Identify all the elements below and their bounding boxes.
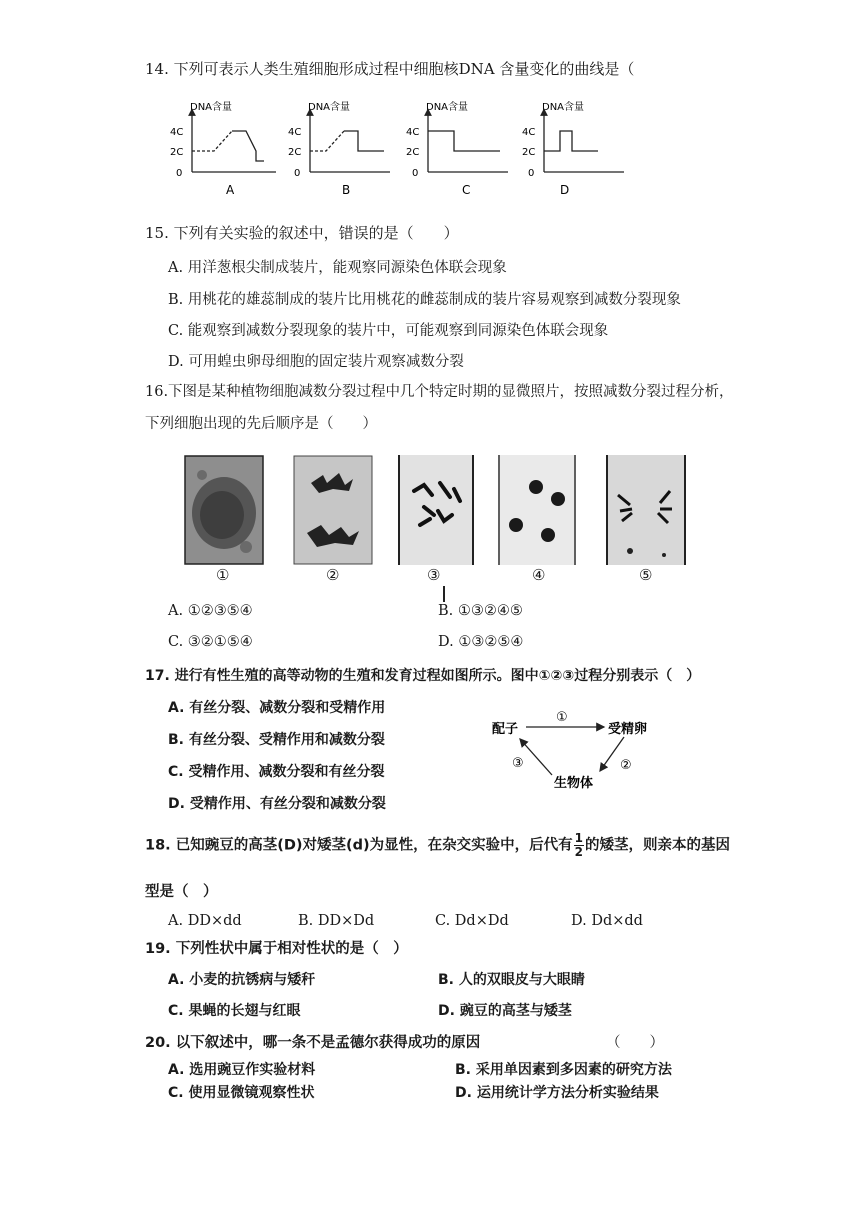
tick-0: 0	[412, 168, 419, 179]
q16-option-d: D. ①③②⑤④	[438, 634, 524, 650]
arrow-1-label: ①	[556, 710, 568, 725]
q18-option-b: B. DD×Dd	[298, 913, 375, 929]
label-a: A	[226, 183, 235, 197]
q18-option-d: D. Dd×dd	[571, 913, 643, 929]
q20-option-a: A. 选用豌豆作实验材料	[168, 1062, 316, 1078]
q17-cycle-diagram	[490, 707, 690, 797]
tick-4c: 4C	[406, 127, 420, 138]
micrograph-label-3: ③	[427, 566, 441, 584]
stray-mark	[443, 586, 445, 602]
tick-2c: 2C	[522, 147, 536, 158]
node-zygote: 受精卵	[608, 722, 648, 737]
tick-4c: 4C	[288, 127, 302, 138]
q19-option-b: B. 人的双眼皮与大眼睛	[438, 972, 585, 988]
micrograph-label-2: ②	[326, 566, 340, 584]
micrograph-1	[184, 455, 264, 565]
graph-d	[522, 100, 624, 197]
q20-option-d: D. 运用统计学方法分析实验结果	[455, 1085, 659, 1101]
tick-0: 0	[176, 168, 183, 179]
graph-b	[288, 100, 390, 197]
q18-stem	[145, 832, 730, 859]
micrograph-2	[293, 455, 373, 565]
label-c: C	[462, 183, 471, 197]
q15-stem: 15. 下列有关实验的叙述中，错误的是（ ）	[145, 224, 459, 242]
q15-option-c: C. 能观察到减数分裂现象的装片中，可能观察到同源染色体联会现象	[168, 323, 609, 339]
tick-2c: 2C	[288, 147, 302, 158]
label-b: B	[342, 183, 351, 197]
q18-stem-a: 18. 已知豌豆的高茎(D)对矮茎(d)为显性，在杂交实验中，后代有	[145, 837, 573, 854]
q14-stem: 14. 下列可表示人类生殖细胞形成过程中细胞核DNA 含量变化的曲线是（	[145, 60, 635, 78]
q16-option-b: B. ①③②④⑤	[438, 603, 523, 619]
y-title: DNA含量	[308, 102, 351, 113]
node-organism: 生物体	[554, 776, 594, 791]
tick-2c: 2C	[170, 147, 184, 158]
tick-4c: 4C	[522, 127, 536, 138]
q15-option-a: A. 用洋葱根尖制成装片，能观察同源染色体联会现象	[168, 260, 507, 276]
y-title: DNA含量	[426, 102, 469, 113]
q15-option-b: B. 用桃花的雄蕊制成的装片比用桃花的雌蕊制成的装片容易观察到减数分裂现象	[168, 292, 681, 308]
q18-option-c: C. Dd×Dd	[435, 913, 509, 929]
q20-stem: 20. 以下叙述中，哪一条不是孟德尔获得成功的原因	[145, 1035, 481, 1051]
y-title: DNA含量	[542, 102, 585, 113]
q17-option-c: C. 受精作用、减数分裂和有丝分裂	[168, 764, 385, 780]
y-title: DNA含量	[190, 102, 233, 113]
q16-option-a: A. ①②③⑤④	[168, 603, 253, 619]
graph-c	[406, 100, 508, 197]
q14-graphs	[168, 98, 668, 198]
frac-num: 1	[574, 831, 584, 845]
q20-answer-paren: （ ）	[606, 1035, 664, 1051]
q17-option-d: D. 受精作用、有丝分裂和减数分裂	[168, 796, 386, 812]
q17-option-b: B. 有丝分裂、受精作用和减数分裂	[168, 732, 385, 748]
q19-stem: 19. 下列性状中属于相对性状的是（ ）	[145, 941, 408, 957]
q18-fraction	[574, 832, 584, 859]
q17-option-a: A. 有丝分裂、减数分裂和受精作用	[168, 700, 386, 716]
q18-stem-b: 的矮茎，则亲本的基因	[585, 837, 731, 854]
tick-2c: 2C	[406, 147, 420, 158]
tick-0: 0	[294, 168, 301, 179]
q16-stem-line2: 下列细胞出现的先后顺序是（ ）	[145, 416, 377, 432]
q20-option-b: B. 采用单因素到多因素的研究方法	[455, 1062, 672, 1078]
arrow-2-label: ②	[620, 758, 632, 773]
q15-option-d: D. 可用蝗虫卵母细胞的固定装片观察减数分裂	[168, 354, 464, 370]
q19-option-d: D. 豌豆的高茎与矮茎	[438, 1003, 572, 1019]
micrograph-3	[398, 455, 474, 565]
frac-den: 2	[574, 845, 584, 859]
micrograph-4	[498, 455, 576, 565]
node-gamete: 配子	[492, 722, 519, 737]
q17-stem: 17. 进行有性生殖的高等动物的生殖和发育过程如图所示。图中①②③过程分别表示（ ）	[145, 668, 701, 684]
q19-option-a: A. 小麦的抗锈病与矮秆	[168, 972, 316, 988]
label-d: D	[560, 183, 570, 197]
micrograph-label-5: ⑤	[639, 566, 653, 584]
q16-stem-line1: 16.下图是某种植物细胞减数分裂过程中几个特定时期的显微照片，按照减数分裂过程分析，	[145, 384, 734, 400]
q18-option-a: A. DD×dd	[168, 913, 242, 929]
q19-option-c: C. 果蝇的长翅与红眼	[168, 1003, 301, 1019]
tick-0: 0	[528, 168, 535, 179]
micrograph-label-1: ①	[216, 566, 230, 584]
micrograph-5	[606, 455, 686, 565]
tick-4c: 4C	[170, 127, 184, 138]
micrograph-label-4: ④	[532, 566, 546, 584]
q20-option-c: C. 使用显微镜观察性状	[168, 1085, 315, 1101]
q16-option-c: C. ③②①⑤④	[168, 634, 253, 650]
arrow-3-label: ③	[512, 756, 524, 771]
q18-stem-line2: 型是（ ）	[145, 884, 218, 900]
graph-a	[170, 100, 276, 197]
